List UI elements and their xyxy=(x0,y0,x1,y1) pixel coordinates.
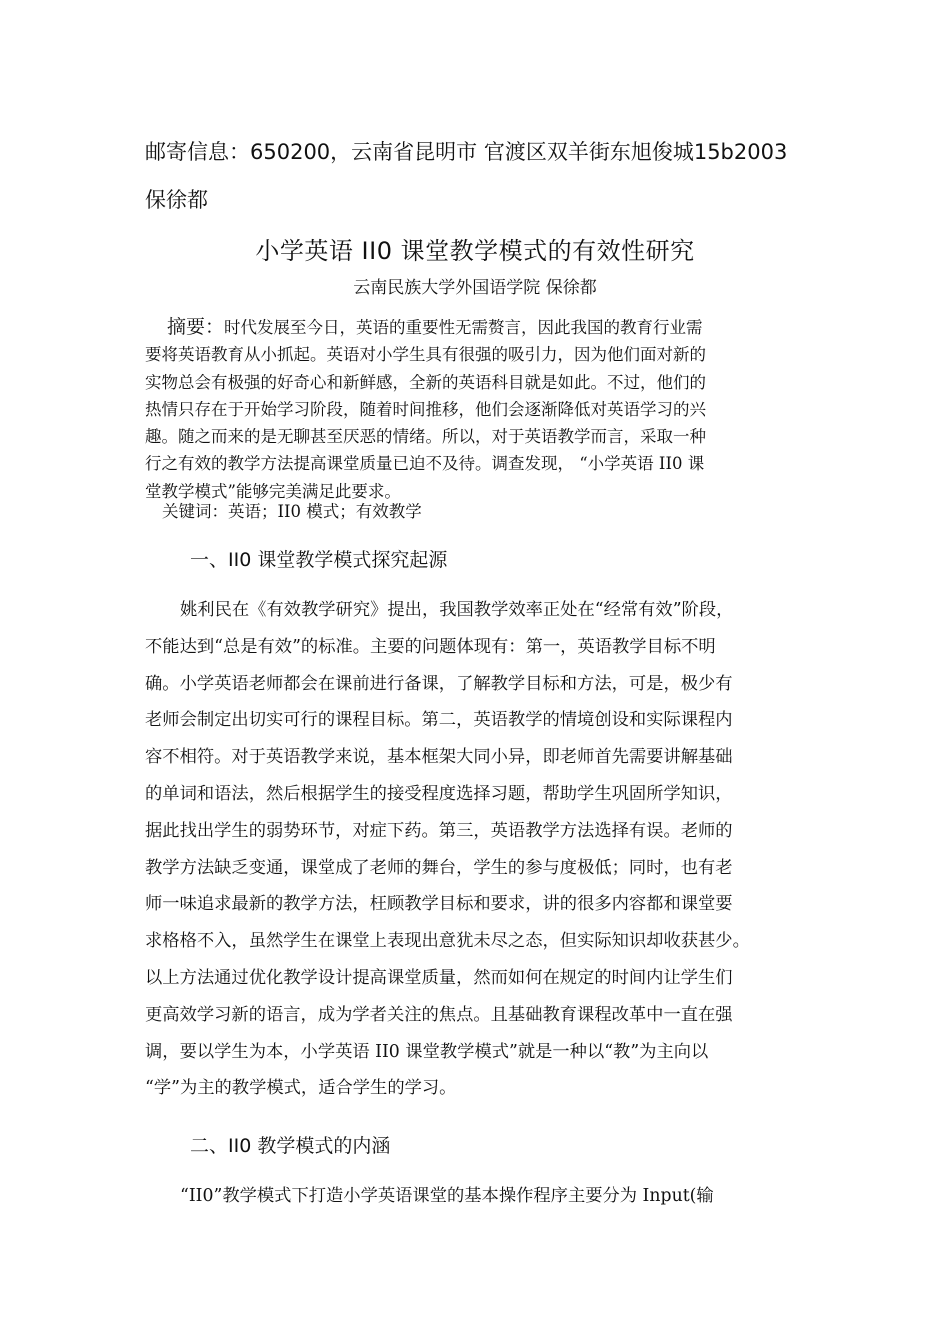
abstract-line: 堂教学模式”能够完美满足此要求。 xyxy=(145,481,401,501)
mailing-info: 邮寄信息：650200，云南省昆明市 官渡区双羊街东旭俊城15b2003 xyxy=(145,140,788,164)
paragraph-line: 调，要以学生为本，小学英语 II0 课堂教学模式”就是一种以“教”为主向以 xyxy=(145,1041,709,1062)
paragraph-line: 以上方法通过优化教学设计提高课堂质量，然而如何在规定的时间内让学生们 xyxy=(145,967,733,988)
paragraph-line: 据此找出学生的弱势环节，对症下药。第三，英语教学方法选择有误。老师的 xyxy=(145,820,733,841)
abstract-line: 实物总会有极强的好奇心和新鲜感，全新的英语科目就是如此。不过，他们的 xyxy=(145,372,706,392)
paper-title: 小学英语 II0 课堂教学模式的有效性研究 xyxy=(255,237,695,265)
paragraph-line: 教学方法缺乏变通，课堂成了老师的舞台，学生的参与度极低；同时，也有老 xyxy=(145,857,733,878)
author-affiliation: 云南民族大学外国语学院 保徐都 xyxy=(353,278,597,298)
paragraph-line: 老师会制定出切实可行的课程目标。第二，英语教学的情境创设和实际课程内 xyxy=(145,710,733,731)
section-heading-1: 一、II0 课堂教学模式探究起源 xyxy=(190,549,448,571)
paragraph-line: 的单词和语法，然后根据学生的接受程度选择习题，帮助学生巩固所学知识， xyxy=(145,783,733,804)
abstract-block xyxy=(145,314,810,505)
section-2-body xyxy=(145,1178,815,1215)
abstract-line: 行之有效的教学方法提高课堂质量已迫不及待。调查发现， “小学英语 II0 课 xyxy=(145,454,705,474)
abstract-line: 趣。随之而来的是无聊甚至厌恶的情绪。所以，对于英语教学而言，采取一种 xyxy=(145,427,706,447)
paragraph-line: 师一味追求最新的教学方法，枉顾教学目标和要求，讲的很多内容都和课堂要 xyxy=(145,894,733,915)
abstract-line: 要将英语教育从小抓起。英语对小学生具有很强的吸引力，因为他们面对新的 xyxy=(145,345,706,365)
paragraph-line: 确。小学英语老师都会在课前进行备课，了解教学目标和方法，可是，极少有 xyxy=(145,673,733,694)
paragraph-line: 更高效学习新的语言，成为学者关注的焦点。且基础教育课程改革中一直在强 xyxy=(145,1004,733,1025)
section-1-body xyxy=(145,592,815,1107)
abstract-line: 热情只存在于开始学习阶段，随着时间推移，他们会逐渐降低对英语学习的兴 xyxy=(145,399,706,419)
paragraph-line: “II0”教学模式下打造小学英语课堂的基本操作程序主要分为 Input(输 xyxy=(180,1186,714,1206)
abstract-label: 摘要： xyxy=(167,316,225,338)
paragraph-line: “学”为主的教学模式，适合学生的学习。 xyxy=(145,1078,457,1099)
abstract-line xyxy=(145,314,810,341)
paragraph-line: 姚利民在《有效教学研究》提出，我国教学效率正处在“经常有效”阶段， xyxy=(180,600,734,620)
paragraph-line: 求格格不入，虽然学生在课堂上表现出意犹未尽之态，但实际知识却收获甚少。 xyxy=(145,931,750,952)
keywords: 关键词：英语；II0 模式；有效教学 xyxy=(162,502,422,521)
mailing-name: 保徐都 xyxy=(145,188,208,212)
paragraph-line: 容不相符。对于英语教学来说，基本框架大同小异，即老师首先需要讲解基础 xyxy=(145,747,733,768)
abstract-text: 时代发展至今日，英语的重要性无需赘言，因此我国的教育行业需 xyxy=(224,318,703,337)
paragraph-line: 不能达到“总是有效”的标准。主要的问题体现有：第一，英语教学目标不明 xyxy=(145,636,716,657)
section-heading-2: 二、II0 教学模式的内涵 xyxy=(190,1135,391,1157)
